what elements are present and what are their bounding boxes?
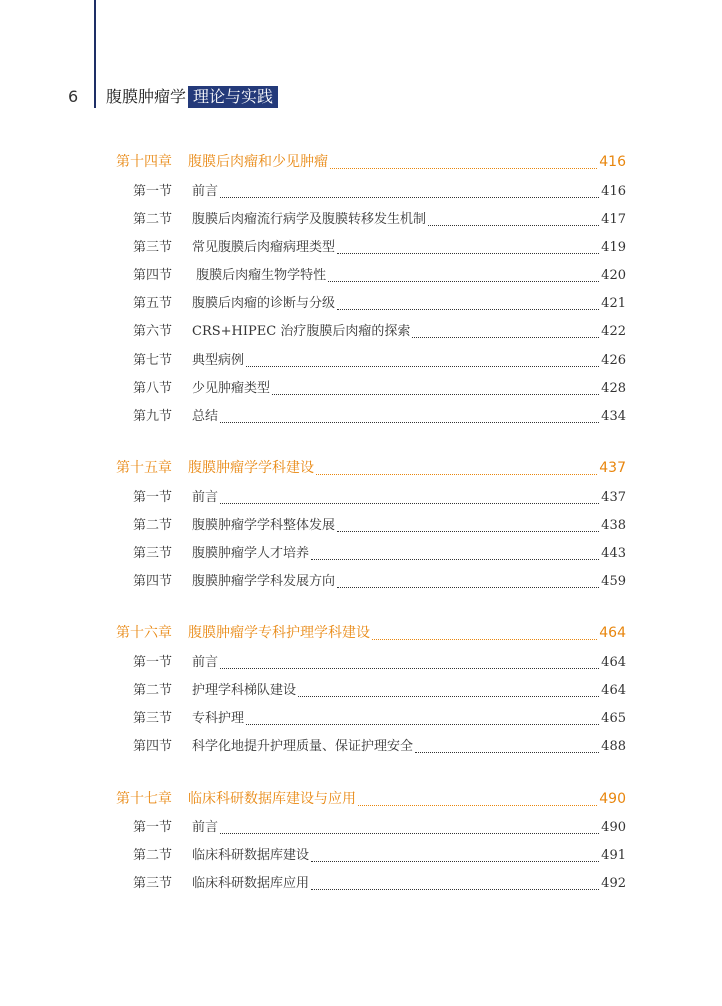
section-page: 488	[601, 739, 626, 754]
section-number: 第一节	[133, 490, 173, 505]
dot-leader	[220, 196, 599, 198]
section-number: 第四节	[133, 574, 173, 589]
dot-leader	[220, 421, 599, 423]
toc-section-entry[interactable]	[116, 377, 626, 399]
toc-section-entry[interactable]	[116, 514, 626, 536]
dot-leader	[246, 365, 599, 367]
section-number: 第七节	[133, 353, 173, 368]
toc-chapter-entry[interactable]	[116, 151, 626, 173]
chapter-number: 第十七章	[116, 791, 172, 807]
section-number: 第二节	[133, 212, 173, 227]
dot-leader	[220, 667, 599, 669]
toc-section-entry[interactable]	[116, 320, 626, 342]
section-page: 422	[601, 324, 626, 339]
chapter-number: 第十五章	[116, 460, 172, 476]
section-page: 464	[601, 655, 626, 670]
section-page: 420	[601, 268, 626, 283]
toc-section-entry[interactable]	[116, 264, 626, 286]
section-title: 典型病例	[192, 353, 245, 368]
section-number: 第一节	[133, 655, 173, 670]
section-number: 第三节	[133, 546, 173, 561]
toc-section-entry[interactable]	[116, 651, 626, 673]
section-title: 护理学科梯队建设	[192, 683, 297, 698]
toc-section-entry[interactable]	[116, 735, 626, 757]
book-subtitle: 理论与实践	[188, 86, 278, 108]
dot-leader	[428, 224, 599, 226]
section-page: 492	[601, 876, 626, 891]
section-page: 421	[601, 296, 626, 311]
section-page: 428	[601, 381, 626, 396]
section-title: CRS+HIPEC 治疗腹膜后肉瘤的探索	[192, 324, 411, 339]
section-page: 459	[601, 574, 626, 589]
chapter-page: 416	[599, 154, 626, 170]
toc-section-entry[interactable]	[116, 542, 626, 564]
section-number: 第三节	[133, 711, 173, 726]
dot-leader	[337, 530, 599, 532]
dot-leader	[311, 860, 599, 862]
dot-leader	[372, 638, 597, 640]
section-number: 第八节	[133, 381, 173, 396]
section-page: 434	[601, 409, 626, 424]
dot-leader	[220, 502, 599, 504]
section-page: 465	[601, 711, 626, 726]
dot-leader	[337, 586, 599, 588]
section-number: 第一节	[133, 820, 173, 835]
section-number: 第六节	[133, 324, 173, 339]
chapter-page: 464	[599, 625, 626, 641]
section-number: 第五节	[133, 296, 173, 311]
chapter-number: 第十四章	[116, 154, 172, 170]
section-title: 腹膜后肉瘤流行病学及腹膜转移发生机制	[192, 212, 427, 227]
toc-chapter-entry[interactable]	[116, 622, 626, 644]
section-number: 第三节	[133, 876, 173, 891]
section-title: 腹膜后肉瘤的诊断与分级	[192, 296, 336, 311]
section-title: 专科护理	[192, 711, 245, 726]
toc-section-entry[interactable]	[116, 236, 626, 258]
page-number: 6	[68, 87, 79, 106]
section-title: 科学化地提升护理质量、保证护理安全	[192, 739, 414, 754]
section-title: 常见腹膜后肉瘤病理类型	[192, 240, 336, 255]
section-title: 前言	[192, 184, 219, 199]
dot-leader	[415, 751, 599, 753]
section-number: 第九节	[133, 409, 173, 424]
dot-leader	[328, 280, 599, 282]
section-page: 437	[601, 490, 626, 505]
section-page: 417	[601, 212, 626, 227]
book-title: 腹膜肿瘤学	[106, 87, 187, 106]
header-rule	[94, 0, 96, 108]
chapter-number: 第十六章	[116, 625, 172, 641]
section-number: 第二节	[133, 518, 173, 533]
dot-leader	[358, 804, 597, 806]
dot-leader	[412, 336, 599, 338]
section-page: 426	[601, 353, 626, 368]
dot-leader	[337, 308, 599, 310]
toc-section-entry[interactable]	[116, 208, 626, 230]
section-title: 总结	[192, 409, 219, 424]
section-title: 临床科研数据库建设	[192, 848, 310, 863]
toc-section-entry[interactable]	[116, 679, 626, 701]
section-title: 前言	[192, 490, 219, 505]
dot-leader	[272, 393, 599, 395]
toc-section-entry[interactable]	[116, 816, 626, 838]
chapter-title: 临床科研数据库建设与应用	[188, 791, 356, 807]
chapter-page: 490	[599, 791, 626, 807]
section-number: 第四节	[133, 739, 173, 754]
section-number: 第三节	[133, 240, 173, 255]
section-page: 491	[601, 848, 626, 863]
section-number: 第一节	[133, 184, 173, 199]
section-page: 419	[601, 240, 626, 255]
section-page: 464	[601, 683, 626, 698]
toc-chapter-entry[interactable]	[116, 788, 626, 810]
toc-section-entry[interactable]	[116, 405, 626, 427]
section-number: 第二节	[133, 848, 173, 863]
toc-section-entry[interactable]	[116, 180, 626, 202]
section-title: 腹膜肿瘤学学科整体发展	[192, 518, 336, 533]
section-title: 腹膜后肉瘤生物学特性	[192, 268, 327, 283]
section-title: 临床科研数据库应用	[192, 876, 310, 891]
dot-leader	[330, 167, 597, 169]
toc-section-entry[interactable]	[116, 349, 626, 371]
chapter-title: 腹膜肿瘤学专科护理学科建设	[188, 625, 370, 641]
section-title: 腹膜肿瘤学学科发展方向	[192, 574, 336, 589]
section-number: 第四节	[133, 268, 173, 283]
dot-leader	[246, 723, 599, 725]
chapter-title: 腹膜后肉瘤和少见肿瘤	[188, 154, 328, 170]
section-title: 腹膜肿瘤学人才培养	[192, 546, 310, 561]
toc-section-entry[interactable]	[116, 844, 626, 866]
dot-leader	[316, 473, 597, 475]
chapter-title: 腹膜肿瘤学学科建设	[188, 460, 314, 476]
section-title: 前言	[192, 655, 219, 670]
toc-section-entry[interactable]	[116, 570, 626, 592]
dot-leader	[311, 888, 599, 890]
chapter-page: 437	[599, 460, 626, 476]
toc-section-entry[interactable]	[116, 707, 626, 729]
dot-leader	[298, 695, 599, 697]
section-title: 前言	[192, 820, 219, 835]
section-page: 443	[601, 546, 626, 561]
section-page: 490	[601, 820, 626, 835]
dot-leader	[337, 252, 599, 254]
section-page: 438	[601, 518, 626, 533]
section-title: 少见肿瘤类型	[192, 381, 271, 396]
section-page: 416	[601, 184, 626, 199]
section-number: 第二节	[133, 683, 173, 698]
dot-leader	[311, 558, 599, 560]
toc-section-entry[interactable]	[116, 872, 626, 894]
toc-section-entry[interactable]	[116, 292, 626, 314]
toc-section-entry[interactable]	[116, 486, 626, 508]
dot-leader	[220, 832, 599, 834]
toc-chapter-entry[interactable]	[116, 457, 626, 479]
